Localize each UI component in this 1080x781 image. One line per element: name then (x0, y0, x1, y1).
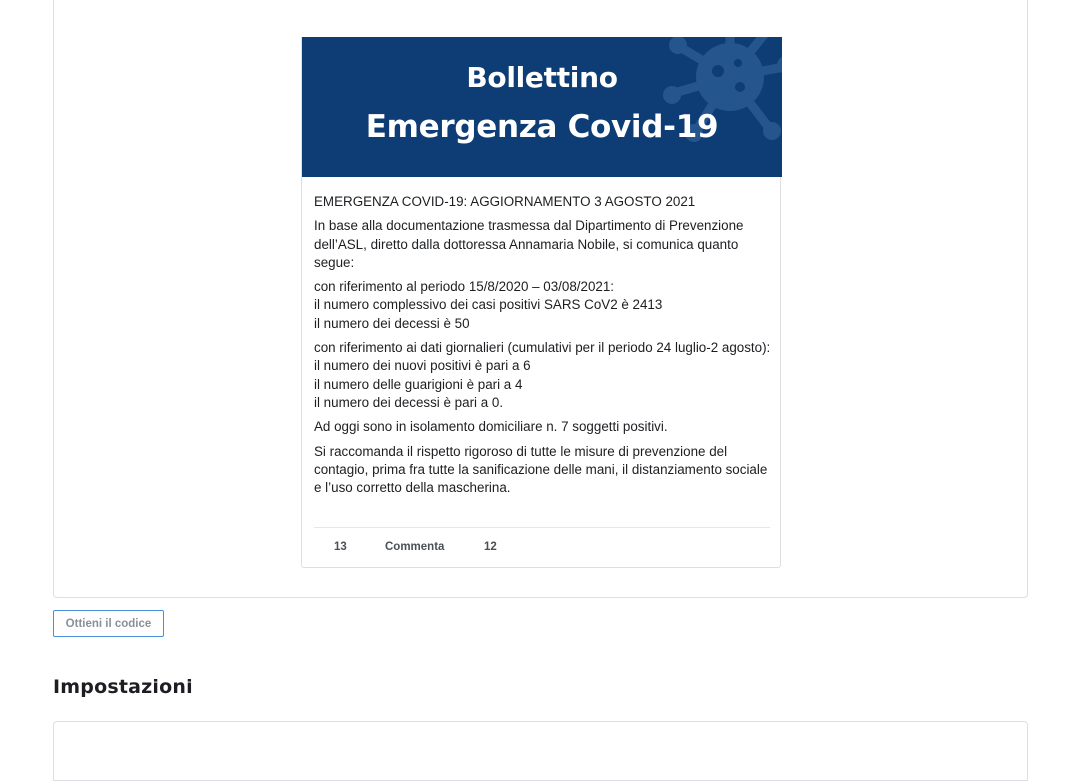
post-paragraph (314, 443, 772, 498)
post-text (314, 193, 772, 503)
share-count[interactable]: 12 (484, 541, 497, 553)
post-line: Si raccomanda il rispetto rigoroso di tutte le misure di prevenzione del contagio, prima fra tutte la sanificazione delle mani, il distanziamento sociale e l’uso corretto della mascherina. (314, 443, 768, 496)
facebook-post-card (301, 37, 781, 568)
post-line: il numero dei decessi è 50 (314, 315, 470, 331)
post-line: il numero dei nuovi positivi è pari a 6 (314, 358, 531, 374)
settings-heading: Impostazioni (53, 676, 193, 698)
post-line: In base alla documentazione trasmessa dal Dipartimento di Prevenzione dell’ASL, diretto dalla dottoressa Annamaria Nobile, si comunica quanto segue: (314, 218, 744, 270)
post-paragraph (314, 193, 772, 211)
banner-title-line1: Bollettino (466, 61, 618, 94)
settings-panel (53, 721, 1028, 781)
banner-title-line2: Emergenza Covid-19 (365, 109, 719, 145)
post-line: con riferimento al periodo 15/8/2020 – 03/08/2021: (314, 279, 615, 295)
post-line: il numero complessivo dei casi positivi SARS CoV2 è 2413 (314, 297, 663, 313)
post-paragraph (314, 278, 772, 333)
get-code-button[interactable]: Ottieni il codice (53, 610, 164, 637)
post-line: il numero delle guarigioni è pari a 4 (314, 376, 523, 392)
like-count[interactable]: 13 (334, 541, 347, 553)
post-actions-bar (314, 527, 770, 568)
post-banner-image (302, 37, 782, 177)
post-line: EMERGENZA COVID-19: AGGIORNAMENTO 3 AGOSTO 2021 (314, 194, 696, 209)
post-paragraph (314, 339, 772, 412)
post-paragraph (314, 217, 772, 272)
post-line: con riferimento ai dati giornalieri (cumulativi per il periodo 24 luglio-2 agosto): (314, 340, 771, 356)
post-paragraph (314, 418, 772, 436)
post-line: il numero dei decessi è pari a 0. (314, 394, 504, 410)
comment-button[interactable]: Commenta (385, 541, 445, 553)
post-line: Ad oggi sono in isolamento domiciliare n. 7 soggetti positivi. (314, 419, 668, 435)
